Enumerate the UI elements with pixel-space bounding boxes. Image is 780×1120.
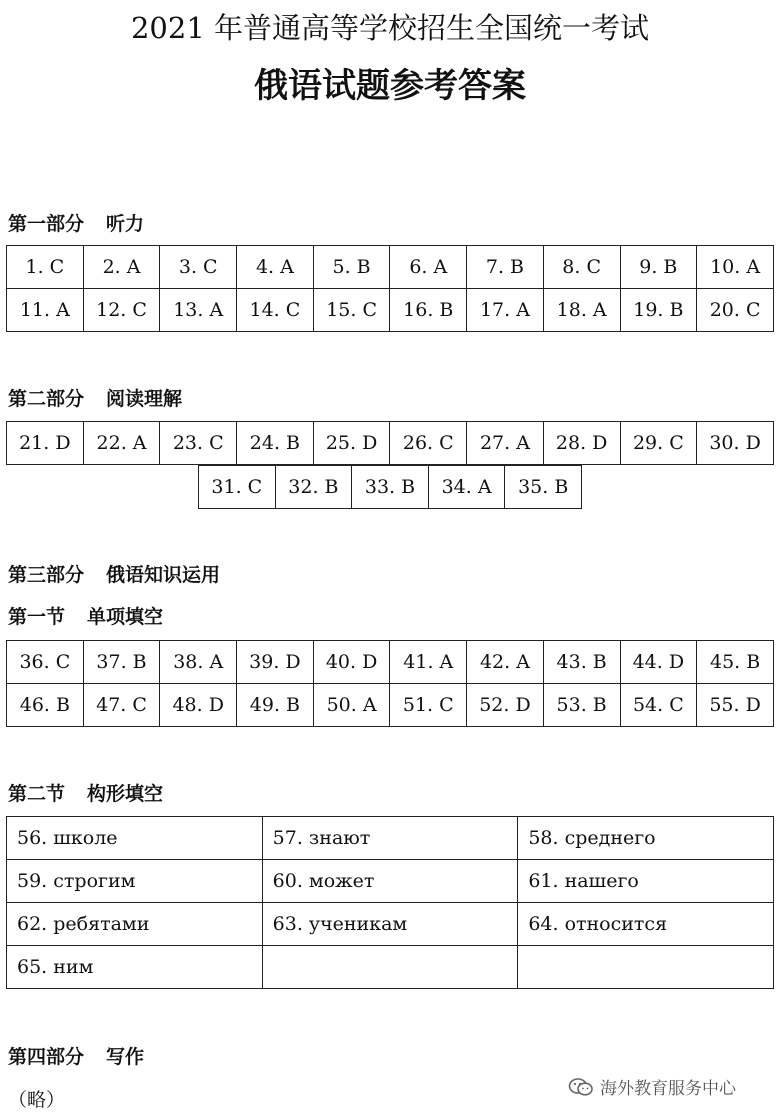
part3-section1-heading (8, 605, 163, 629)
answer-cell: 6. A (390, 246, 467, 289)
answer-cell: 25. D (313, 422, 390, 465)
answer-cell: 22. A (83, 422, 160, 465)
part4-label: 第四部分 (8, 1046, 85, 1068)
answer-cell: 38. A (160, 641, 237, 684)
wechat-icon (568, 1077, 594, 1097)
answer-cell: 9. B (620, 246, 697, 289)
part2-heading (8, 387, 182, 411)
answer-cell: 35. B (505, 466, 582, 509)
part2-name: 阅读理解 (106, 388, 183, 410)
part1-name: 听力 (106, 213, 145, 235)
answer-cell: 7. B (467, 246, 544, 289)
answer-cell: 13. A (160, 289, 237, 332)
part4-heading (8, 1045, 144, 1069)
answer-cell: 54. C (620, 684, 697, 727)
answer-cell: 40. D (313, 641, 390, 684)
answer-cell: 47. C (83, 684, 160, 727)
answer-cell: 52. D (467, 684, 544, 727)
answer-cell: 41. A (390, 641, 467, 684)
section1-answer-table (6, 640, 774, 727)
answer-cell: 32. B (275, 466, 352, 509)
watermark (568, 1074, 736, 1099)
answer-cell: 27. A (467, 422, 544, 465)
answer-cell (262, 946, 518, 989)
answer-cell: 14. C (237, 289, 314, 332)
table-row (7, 817, 774, 860)
answer-cell: 63. ученикам (262, 903, 518, 946)
table-row (7, 946, 774, 989)
answer-cell: 3. C (160, 246, 237, 289)
table-row (7, 246, 774, 289)
answer-cell: 62. ребятами (7, 903, 263, 946)
answer-cell: 49. B (237, 684, 314, 727)
answer-cell: 4. A (237, 246, 314, 289)
answer-cell: 37. B (83, 641, 160, 684)
table-row (7, 903, 774, 946)
part1-label: 第一部分 (8, 213, 85, 235)
answer-cell: 58. среднего (518, 817, 774, 860)
section2-name: 构形填空 (87, 783, 164, 805)
answer-cell: 50. A (313, 684, 390, 727)
answer-cell: 21. D (7, 422, 84, 465)
answer-cell: 59. строгим (7, 860, 263, 903)
answer-cell: 31. C (199, 466, 276, 509)
part2-answer-table (6, 421, 774, 465)
answer-cell: 28. D (543, 422, 620, 465)
answer-key-title: 俄语试题参考答案 (254, 66, 526, 106)
answer-cell: 29. C (620, 422, 697, 465)
answer-cell: 18. A (543, 289, 620, 332)
answer-cell: 53. B (543, 684, 620, 727)
answer-cell: 44. D (620, 641, 697, 684)
answer-cell: 19. B (620, 289, 697, 332)
answer-cell: 5. B (313, 246, 390, 289)
part1-heading (8, 212, 144, 236)
table-row (7, 641, 774, 684)
part2-label: 第二部分 (8, 388, 85, 410)
exam-title: 2021 年普通高等学校招生全国统一考试 (130, 11, 650, 45)
answer-cell: 34. A (428, 466, 505, 509)
table-row (7, 289, 774, 332)
answer-cell: 26. C (390, 422, 467, 465)
answer-cell: 60. может (262, 860, 518, 903)
answer-cell: 12. C (83, 289, 160, 332)
part4-name: 写作 (106, 1046, 145, 1068)
answer-cell: 2. A (83, 246, 160, 289)
answer-cell: 10. A (697, 246, 774, 289)
part3-section2-heading (8, 782, 163, 806)
part2-answer-table-row2 (198, 465, 582, 509)
answer-cell: 61. нашего (518, 860, 774, 903)
part1-answer-table (6, 245, 774, 332)
answer-cell: 64. относится (518, 903, 774, 946)
section2-answer-table (6, 816, 774, 989)
watermark-text: 海外教育服务中心 (600, 1079, 736, 1099)
answer-cell: 42. A (467, 641, 544, 684)
answer-cell: 56. школе (7, 817, 263, 860)
answer-cell: 15. C (313, 289, 390, 332)
part4-note: （略） (8, 1089, 66, 1111)
answer-cell: 57. знают (262, 817, 518, 860)
table-row (7, 684, 774, 727)
answer-cell: 20. C (697, 289, 774, 332)
answer-cell: 48. D (160, 684, 237, 727)
answer-cell: 30. D (697, 422, 774, 465)
answer-cell: 33. B (352, 466, 429, 509)
answer-cell: 39. D (237, 641, 314, 684)
part3-label: 第三部分 (8, 564, 85, 586)
table-row (199, 466, 582, 509)
answer-cell: 36. C (7, 641, 84, 684)
answer-cell: 17. A (467, 289, 544, 332)
table-row (7, 422, 774, 465)
answer-cell: 55. D (697, 684, 774, 727)
answer-cell: 24. B (237, 422, 314, 465)
answer-cell: 43. B (543, 641, 620, 684)
part3-name: 俄语知识运用 (106, 564, 221, 586)
answer-cell: 1. C (7, 246, 84, 289)
answer-cell: 45. B (697, 641, 774, 684)
section1-label: 第一节 (8, 606, 66, 628)
part3-heading (8, 563, 220, 587)
answer-cell (518, 946, 774, 989)
section1-name: 单项填空 (87, 606, 164, 628)
answer-cell: 51. C (390, 684, 467, 727)
table-row (7, 860, 774, 903)
answer-cell: 16. B (390, 289, 467, 332)
answer-cell: 23. C (160, 422, 237, 465)
section2-label: 第二节 (8, 783, 66, 805)
answer-cell: 65. ним (7, 946, 263, 989)
answer-cell: 11. A (7, 289, 84, 332)
answer-cell: 46. B (7, 684, 84, 727)
answer-cell: 8. C (543, 246, 620, 289)
